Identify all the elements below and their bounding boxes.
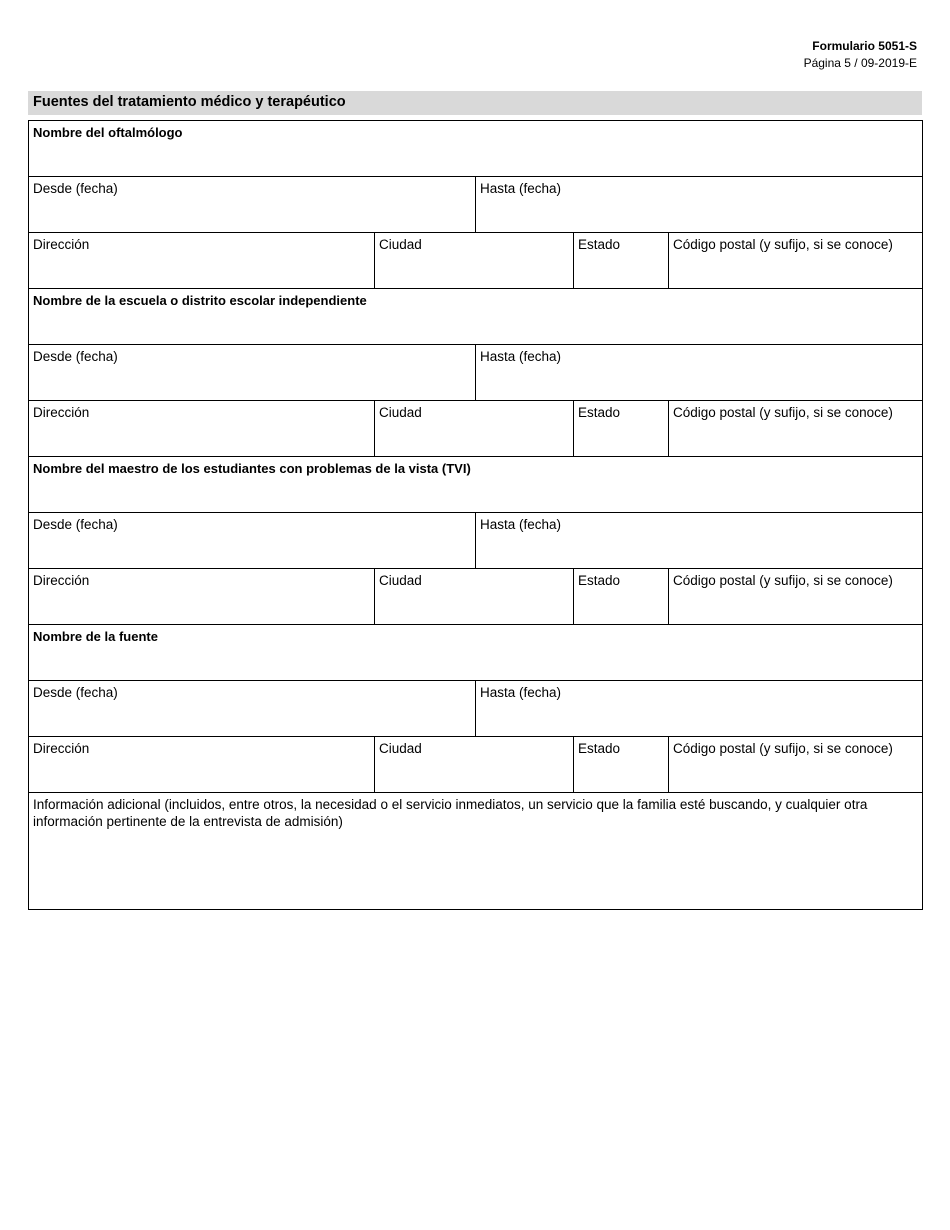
city-field[interactable]: Ciudad	[375, 401, 574, 456]
to-date-field[interactable]: Hasta (fecha)	[476, 345, 923, 400]
source-name-field[interactable]: Nombre de la fuente	[29, 625, 923, 680]
section-title: Fuentes del tratamiento médico y terapéutico	[28, 91, 922, 115]
address-field[interactable]: Dirección	[29, 737, 375, 792]
address-field[interactable]: Dirección	[29, 233, 375, 288]
from-date-field[interactable]: Desde (fecha)	[29, 513, 476, 568]
page-info: Página 5 / 09-2019-E	[803, 56, 917, 70]
address-field[interactable]: Dirección	[29, 401, 375, 456]
additional-info-row	[29, 793, 923, 910]
to-date-field[interactable]: Hasta (fecha)	[476, 177, 923, 232]
source-name-row	[29, 625, 923, 681]
form-header	[804, 38, 917, 72]
treatment-sources-table	[28, 120, 923, 910]
date-range-row	[29, 177, 923, 233]
tvi-name-field[interactable]: Nombre del maestro de los estudiantes con problemas de la vista (TVI)	[29, 457, 923, 512]
state-field[interactable]: Estado	[574, 233, 669, 288]
state-field[interactable]: Estado	[574, 737, 669, 792]
address-row	[29, 233, 923, 289]
zip-field[interactable]: Código postal (y sufijo, si se conoce)	[669, 233, 923, 288]
address-row	[29, 737, 923, 793]
date-range-row	[29, 681, 923, 737]
school-name-row	[29, 289, 923, 345]
state-field[interactable]: Estado	[574, 569, 669, 624]
form-id: Formulario 5051-S	[812, 39, 917, 53]
from-date-field[interactable]: Desde (fecha)	[29, 681, 476, 736]
from-date-field[interactable]: Desde (fecha)	[29, 345, 476, 400]
state-field[interactable]: Estado	[574, 401, 669, 456]
city-field[interactable]: Ciudad	[375, 569, 574, 624]
to-date-field[interactable]: Hasta (fecha)	[476, 513, 923, 568]
address-field[interactable]: Dirección	[29, 569, 375, 624]
additional-info-field[interactable]: Información adicional (incluidos, entre otros, la necesidad o el servicio inmediatos, un servicio que la familia esté buscando, y cualquier otra información pertinente de la entrevista de admisión)	[29, 793, 923, 909]
address-row	[29, 569, 923, 625]
to-date-field[interactable]: Hasta (fecha)	[476, 681, 923, 736]
date-range-row	[29, 345, 923, 401]
date-range-row	[29, 513, 923, 569]
zip-field[interactable]: Código postal (y sufijo, si se conoce)	[669, 401, 923, 456]
tvi-name-row	[29, 457, 923, 513]
address-row	[29, 401, 923, 457]
city-field[interactable]: Ciudad	[375, 233, 574, 288]
ophthalmologist-name-field[interactable]: Nombre del oftalmólogo	[29, 121, 923, 176]
from-date-field[interactable]: Desde (fecha)	[29, 177, 476, 232]
city-field[interactable]: Ciudad	[375, 737, 574, 792]
zip-field[interactable]: Código postal (y sufijo, si se conoce)	[669, 569, 923, 624]
zip-field[interactable]: Código postal (y sufijo, si se conoce)	[669, 737, 923, 792]
ophthalmologist-name-row	[29, 121, 923, 177]
school-name-field[interactable]: Nombre de la escuela o distrito escolar independiente	[29, 289, 923, 344]
